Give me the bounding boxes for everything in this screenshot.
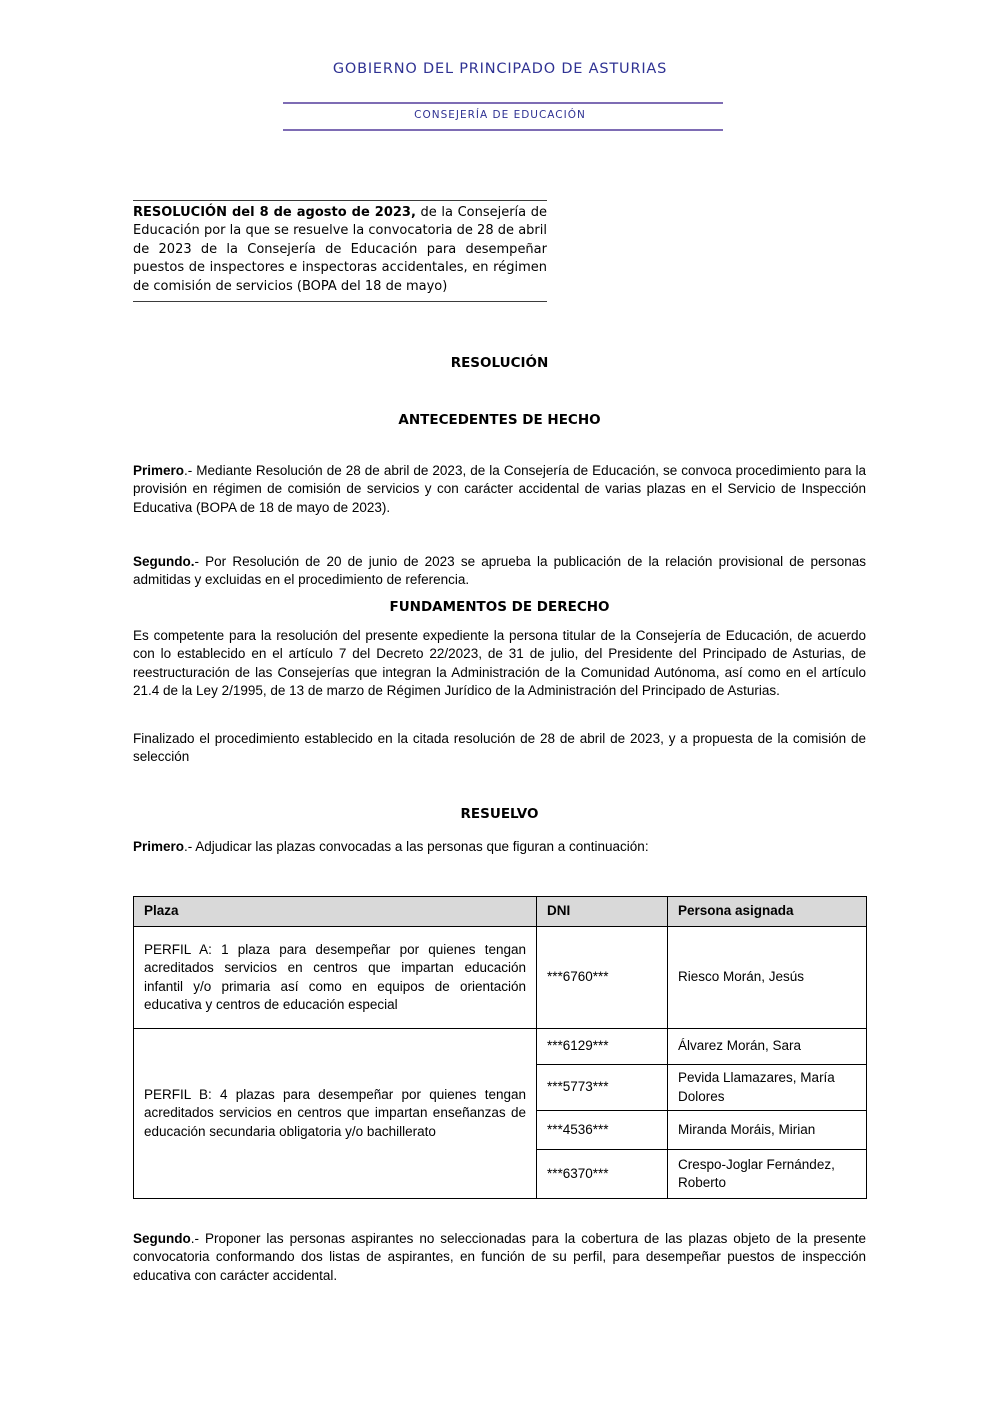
paragraph-antecedente-segundo (133, 553, 866, 590)
dni-cell: ***4536*** (537, 1111, 668, 1150)
heading-fundamentos-de-derecho: FUNDAMENTOS DE DERECHO (389, 599, 610, 615)
assignments-table (133, 896, 867, 1199)
heading-resuelvo: RESUELVO (460, 806, 539, 822)
table-header-plaza: Plaza (134, 897, 537, 927)
table-header-dni: DNI (537, 897, 668, 927)
dni-cell: ***6760*** (537, 927, 668, 1029)
table-row-perfil-b-1 (134, 1029, 867, 1065)
paragraph-lead-bold: Segundo. (133, 554, 195, 569)
paragraph-lead-bold: Segundo (133, 1231, 191, 1246)
header-rule-top (283, 102, 723, 104)
dni-cell: ***5773*** (537, 1065, 668, 1111)
table-row-perfil-a (134, 927, 867, 1029)
government-header-title: GOBIERNO DEL PRINCIPADO DE ASTURIAS (332, 61, 668, 77)
paragraph-resuelvo-primero (133, 838, 866, 856)
resolution-title-block (133, 200, 547, 302)
heading-resolucion: RESOLUCIÓN (450, 355, 549, 371)
dni-cell: ***6370*** (537, 1150, 668, 1199)
plaza-cell-perfil-b: PERFIL B: 4 plazas para desempeñar por quienes tengan acreditados servicios en centros que impartan enseñanzas de educación secundaria obligatoria y/o bachillerato (134, 1029, 537, 1199)
persona-cell: Álvarez Morán, Sara (668, 1029, 867, 1065)
paragraph-antecedente-primero (133, 462, 866, 517)
persona-cell: Riesco Morán, Jesús (668, 927, 867, 1029)
paragraph-fundamento-1: Es competente para la resolución del presente expediente la persona titular de la Consejería de Educación, de acuerdo con lo establecido en el artículo 7 del Decreto 22/2023, de 31 de julio, del Presidente del Principado de Asturias, de reestructuración de las Consejerías que integran la Administración de la Comunidad Autónoma, así como en el artículo 21.4 de la Ley 2/1995, de 13 de marzo de Régimen Jurídico de la Administración del Principado de Asturias. (133, 628, 866, 699)
paragraph-text: - Por Resolución de 20 de junio de 2023 se aprueba la publicación de la relación provisional de personas admitidas y excluidas en el procedimiento de referencia. (133, 554, 866, 588)
persona-cell: Crespo-Joglar Fernández, Roberto (668, 1150, 867, 1199)
table-header-persona-asignada: Persona asignada (668, 897, 867, 927)
plaza-cell-perfil-a: PERFIL A: 1 plaza para desempeñar por quienes tengan acreditados servicios en centros que impartan educación infantil y/o primaria así como en equipos de orientación educativa y centros de educación especial (134, 927, 537, 1029)
paragraph-lead-bold: Primero (133, 463, 185, 478)
dni-cell: ***6129*** (537, 1029, 668, 1065)
paragraph-text: .- Proponer las personas aspirantes no seleccionadas para la cobertura de las plazas objeto de la presente convocatoria conformando dos listas de aspirantes, en función de su perfil, para desempeñar puestos de inspección educativa con carácter accidental. (133, 1231, 866, 1283)
header-rule-bottom (283, 129, 723, 131)
resolution-title-rest: de la Consejería de Educación por la que se resuelve la convocatoria de 28 de abril de 2023 de la Consejería de Educación para desempeñar puestos de inspectores e inspectoras accidentales, en régimen de comisión de servicios (BOPA del 18 de mayo) (133, 205, 547, 294)
paragraph-fundamento-2: Finalizado el procedimiento establecido en la citada resolución de 28 de abril de 2023, y a propuesta de la comisión de selección (133, 731, 866, 765)
paragraph-lead-bold: Primero (133, 839, 185, 854)
persona-cell: Pevida Llamazares, María Dolores (668, 1065, 867, 1111)
paragraph-text: .- Adjudicar las plazas convocadas a las personas que figuran a continuación: (184, 839, 649, 854)
paragraph-text: .- Mediante Resolución de 28 de abril de 2023, de la Consejería de Educación, se convoca procedimiento para la provisión en régimen de comisión de servicios y con carácter accidental de varias plazas en el Servicio de Inspección Educativa (BOPA de 18 de mayo de 2023). (133, 463, 866, 515)
persona-cell: Miranda Moráis, Mirian (668, 1111, 867, 1150)
department-header-title: CONSEJERÍA DE EDUCACIÓN (414, 109, 586, 121)
table-header-row (134, 897, 867, 927)
paragraph-resuelvo-segundo (133, 1230, 866, 1285)
resolution-title-bold: RESOLUCIÓN del 8 de agosto de 2023, (133, 205, 416, 220)
heading-antecedentes-de-hecho: ANTECEDENTES DE HECHO (398, 412, 601, 428)
